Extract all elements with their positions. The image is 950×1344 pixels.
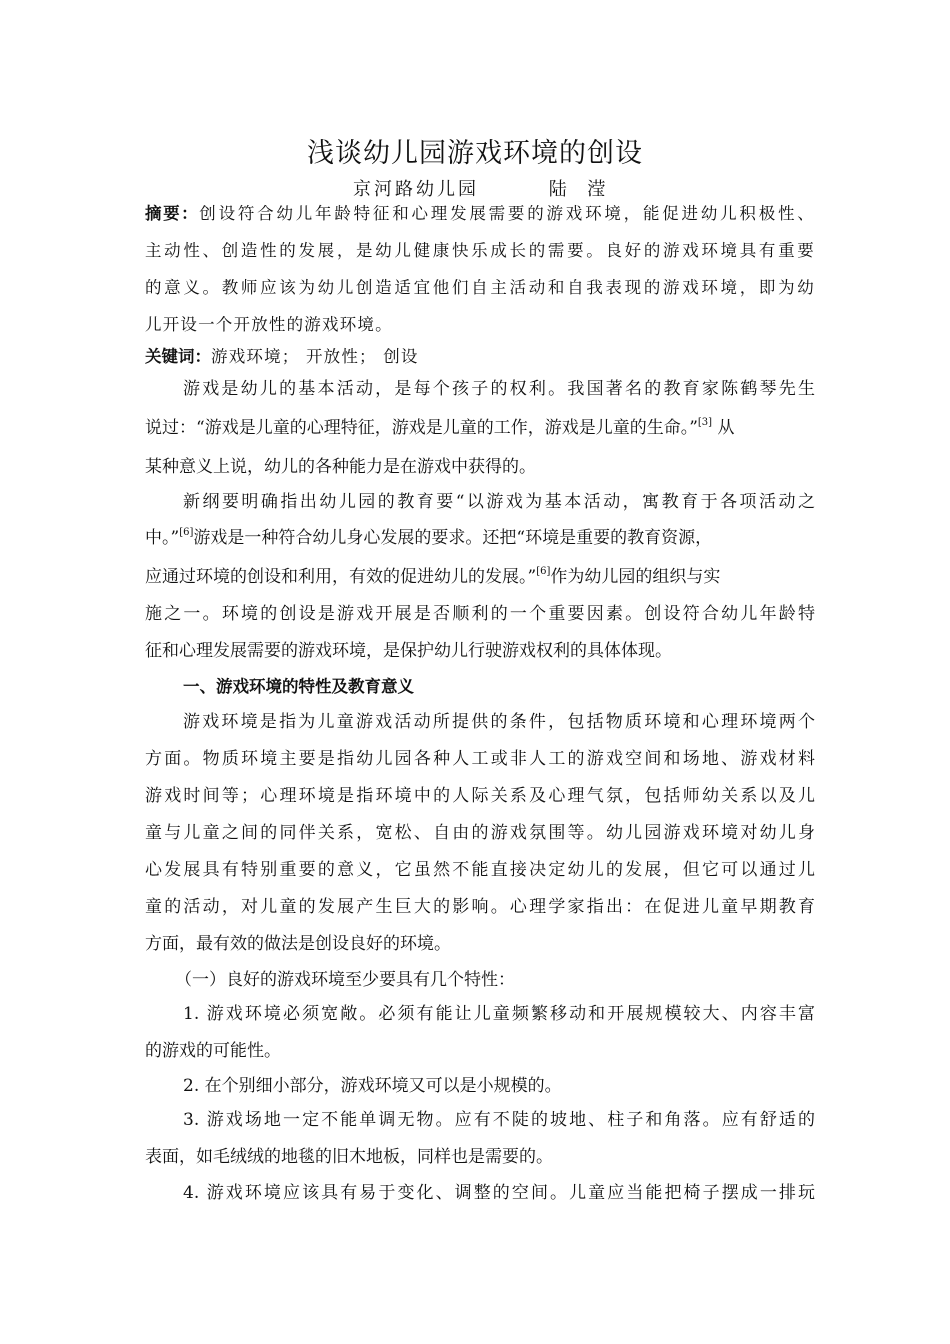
paragraph-3-line-3: 游戏时间等；心理环境是指环境中的人际关系及心理气氛，包括师幼关系以及儿 [145,786,815,806]
paragraph-3-line-6: 童的活动，对儿童的发展产生巨大的影响。心理学家指出：在促进儿童早期教育 [145,897,815,917]
abstract-line-1: 摘要：创设符合幼儿年龄特征和心理发展需要的游戏环境，能促进幼儿积极性、 [145,204,815,223]
subheading: （一）良好的游戏环境至少要具有几个特性： [175,970,515,990]
paragraph-3-line-2: 方面。物质环境主要是指幼儿园各种人工或非人工的游戏空间和场地、游戏材料 [145,749,815,769]
abstract-line-3: 的意义。教师应该为幼儿创造适宜他们自主活动和自我表现的游戏环境，即为幼 [145,278,815,297]
paragraph-1-line-3: 某种意义上说，幼儿的各种能力是在游戏中获得的。 [145,457,536,477]
author-line: 京河路幼儿园 陆 滢 [353,179,609,200]
paragraph-1-line-1: 游戏是幼儿的基本活动，是每个孩子的权利。我国著名的教育家陈鹤琴先生 [183,379,815,399]
paragraph-3-line-1: 游戏环境是指为儿童游戏活动所提供的条件，包括物质环境和心理环境两个 [183,712,815,732]
paragraph-2-line-5: 征和心理发展需要的游戏环境，是保护幼儿行驶游戏权利的具体体现。 [145,641,672,661]
paragraph-1-line-2: 说过：“游戏是儿童的心理特征，游戏是儿童的工作，游戏是儿童的生命。”[3] 从 [145,417,735,438]
abstract-line-4: 儿开设一个开放性的游戏环境。 [145,315,393,334]
document-title: 浅谈幼儿园游戏环境的创设 [307,138,643,169]
keywords-label: 关键词： [145,347,211,366]
paragraph-3-line-7: 方面，最有效的做法是创设良好的环境。 [145,934,451,954]
paragraph-2-line-4: 施之一。环境的创设是游戏开展是否顺利的一个重要因素。创设符合幼儿年龄特 [145,604,815,624]
list-item-3-line-2: 表面，如毛绒绒的地毯的旧木地板，同样也是需要的。 [145,1147,553,1167]
list-item-2: 2. 在个别细小部分，游戏环境又可以是小规模的。 [183,1076,562,1096]
citation-marker: [6] [179,527,194,538]
citation-marker: [6] [536,566,551,577]
list-item-4-line-1: 4. 游戏环境应该具有易于变化、调整的空间。儿童应当能把椅子摆成一排玩 [183,1183,815,1203]
paragraph-3-line-4: 童与儿童之间的同伴关系，宽松、自由的游戏氛围等。幼儿园游戏环境对幼儿身 [145,823,815,843]
abstract-label: 摘要： [145,204,200,223]
keywords-line [145,341,815,373]
abstract-line-2: 主动性、创造性的发展，是幼儿健康快乐成长的需要。良好的游戏环境具有重要 [145,241,815,260]
list-item-1-line-2: 的游戏的可能性。 [145,1041,281,1061]
paragraph-2-line-3: 应通过环境的创设和利用，有效的促进幼儿的发展。”[6]作为幼儿园的组织与实 [145,566,721,587]
paragraph-2-line-1: 新纲要明确指出幼儿园的教育要“以游戏为基本活动，寓教育于各项活动之 [183,492,815,512]
paragraph-2-line-2: 中。”[6]游戏是一种符合幼儿身心发展的要求。还把“环境是重要的教育资源， [145,527,713,548]
section-heading: 一、游戏环境的特性及教育意义 [183,677,414,696]
citation-marker: [3] [697,417,713,428]
list-item-3-line-1: 3. 游戏场地一定不能单调无物。应有不陡的坡地、柱子和角落。应有舒适的 [183,1110,815,1130]
keywords-text: 游戏环境； 开放性； 创设 [211,347,419,366]
list-item-1-line-1: 1. 游戏环境必须宽敞。必须有能让儿童频繁移动和开展规模较大、内容丰富 [183,1004,815,1024]
paragraph-3-line-5: 心发展具有特别重要的意义，它虽然不能直接决定幼儿的发展，但它可以通过儿 [145,860,815,880]
